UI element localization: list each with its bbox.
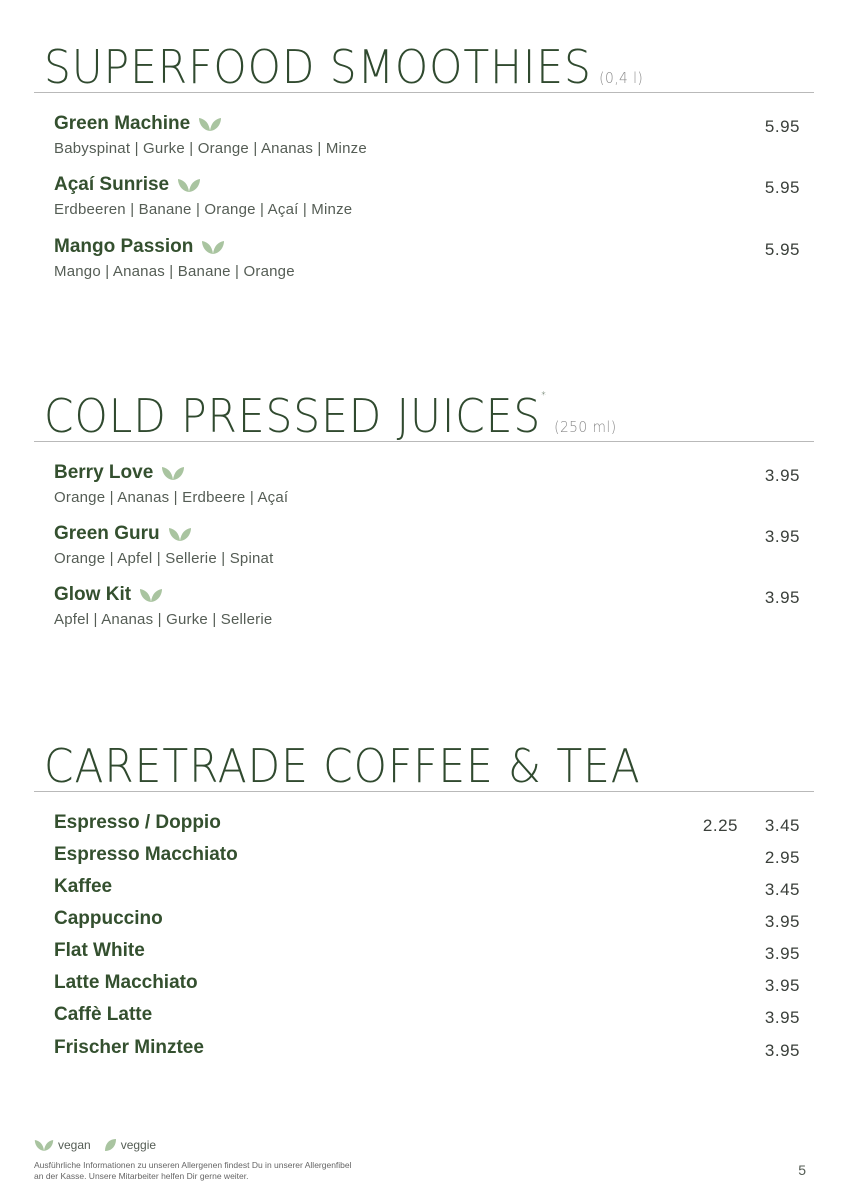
menu-item-price: 3.95	[764, 944, 800, 963]
legend-vegan-label: vegan	[58, 1138, 91, 1152]
section-header	[34, 739, 814, 792]
menu-item-price: 3.45	[764, 816, 800, 835]
vegan-leaf-icon	[34, 1138, 54, 1152]
vegan-leaf-icon	[168, 526, 192, 542]
section-title-text: CARETRADE COFFEE & TEA	[44, 739, 641, 793]
section-title	[44, 739, 641, 793]
legend-vegan	[34, 1138, 91, 1152]
section-juices	[0, 389, 848, 442]
menu-item-description: Babyspinat | Gurke | Orange | Ananas | Minze	[54, 140, 367, 157]
menu-item-name-row	[54, 524, 192, 543]
menu-item-price: 3.45	[764, 880, 800, 899]
menu-item-name-row	[54, 175, 201, 194]
section-smoothies	[0, 40, 848, 93]
menu-item-price: 3.95	[764, 976, 800, 995]
menu-item	[54, 813, 800, 833]
menu-item-price: 5.95	[764, 178, 800, 197]
menu-item	[54, 1038, 800, 1058]
section-size: (0,4 l)	[599, 69, 644, 87]
menu-item	[54, 877, 800, 897]
menu-item	[54, 1005, 800, 1025]
menu-item-name: Latte Macchiato	[54, 972, 198, 993]
menu-item-description: Erdbeeren | Banane | Orange | Açaí | Minze	[54, 201, 353, 218]
vegan-leaf-icon	[198, 116, 222, 132]
menu-item	[54, 463, 800, 506]
menu-item-name: Frischer Minztee	[54, 1037, 204, 1058]
menu-item-name: Green Guru	[54, 523, 160, 544]
menu-item-name: Caffè Latte	[54, 1004, 153, 1025]
menu-item-name: Berry Love	[54, 462, 154, 483]
menu-item-name: Green Machine	[54, 113, 191, 134]
menu-item	[54, 585, 800, 628]
menu-item	[54, 845, 800, 865]
menu-item	[54, 114, 800, 157]
menu-item-price: 5.95	[764, 117, 800, 136]
menu-item-description: Mango | Ananas | Banane | Orange	[54, 263, 295, 280]
veggie-leaf-icon	[103, 1138, 117, 1152]
menu-item	[54, 524, 800, 567]
section-header	[34, 389, 814, 442]
menu-item-price: 5.95	[764, 240, 800, 259]
menu-item-price: 3.95	[764, 1041, 800, 1060]
menu-item-name-row	[54, 114, 222, 133]
menu-item-name: Cappuccino	[54, 908, 163, 929]
menu-item-name: Açaí Sunrise	[54, 174, 170, 195]
menu-item-price: 3.95	[764, 527, 800, 546]
menu-item-description: Orange | Apfel | Sellerie | Spinat	[54, 550, 274, 567]
vegan-leaf-icon	[139, 587, 163, 603]
menu-item-name: Espresso / Doppio	[54, 812, 221, 833]
menu-item-name-row	[54, 463, 185, 482]
menu-item	[54, 237, 800, 280]
section-size: (250 ml)	[554, 418, 617, 436]
page-number: 5	[798, 1162, 806, 1178]
section-title	[44, 40, 644, 94]
menu-item-name: Kaffee	[54, 876, 113, 897]
menu-item-description: Apfel | Ananas | Gurke | Sellerie	[54, 611, 273, 628]
section-header	[34, 40, 814, 93]
menu-item-price-small: 2.25	[702, 816, 738, 835]
section-title-text: SUPERFOOD SMOOTHIES	[44, 40, 592, 94]
menu-item-price: 3.95	[764, 1008, 800, 1027]
menu-item-price: 3.95	[764, 466, 800, 485]
menu-item	[54, 909, 800, 929]
menu-item-name: Flat White	[54, 940, 145, 961]
legend-veggie-label: veggie	[120, 1138, 157, 1152]
vegan-leaf-icon	[201, 239, 225, 255]
menu-item-price: 3.95	[764, 912, 800, 931]
menu-item-price: 3.95	[764, 588, 800, 607]
menu-item	[54, 973, 800, 993]
menu-item-name-row	[54, 237, 225, 256]
section-title	[44, 389, 617, 443]
menu-item-description: Orange | Ananas | Erdbeere | Açaí	[54, 489, 289, 506]
allergen-note: Ausführliche Informationen zu unseren Allergenen findest Du in unserer Allergenfibel an der Kasse. Unsere Mitarbeiter helfen Dir gerne weiter.	[34, 1160, 352, 1181]
section-title-text: COLD PRESSED JUICES	[44, 389, 542, 443]
menu-item	[54, 941, 800, 961]
legend	[34, 1138, 168, 1152]
menu-item-price: 2.95	[764, 848, 800, 867]
footnote-star: *	[541, 390, 547, 401]
legend-veggie	[103, 1138, 156, 1152]
section-coffee-tea	[0, 739, 848, 792]
menu-item-name: Glow Kit	[54, 584, 132, 605]
menu-item	[54, 175, 800, 218]
menu-item-name: Mango Passion	[54, 236, 194, 257]
vegan-leaf-icon	[161, 465, 185, 481]
menu-item-name: Espresso Macchiato	[54, 844, 238, 865]
menu-item-name-row	[54, 585, 163, 604]
vegan-leaf-icon	[177, 177, 201, 193]
